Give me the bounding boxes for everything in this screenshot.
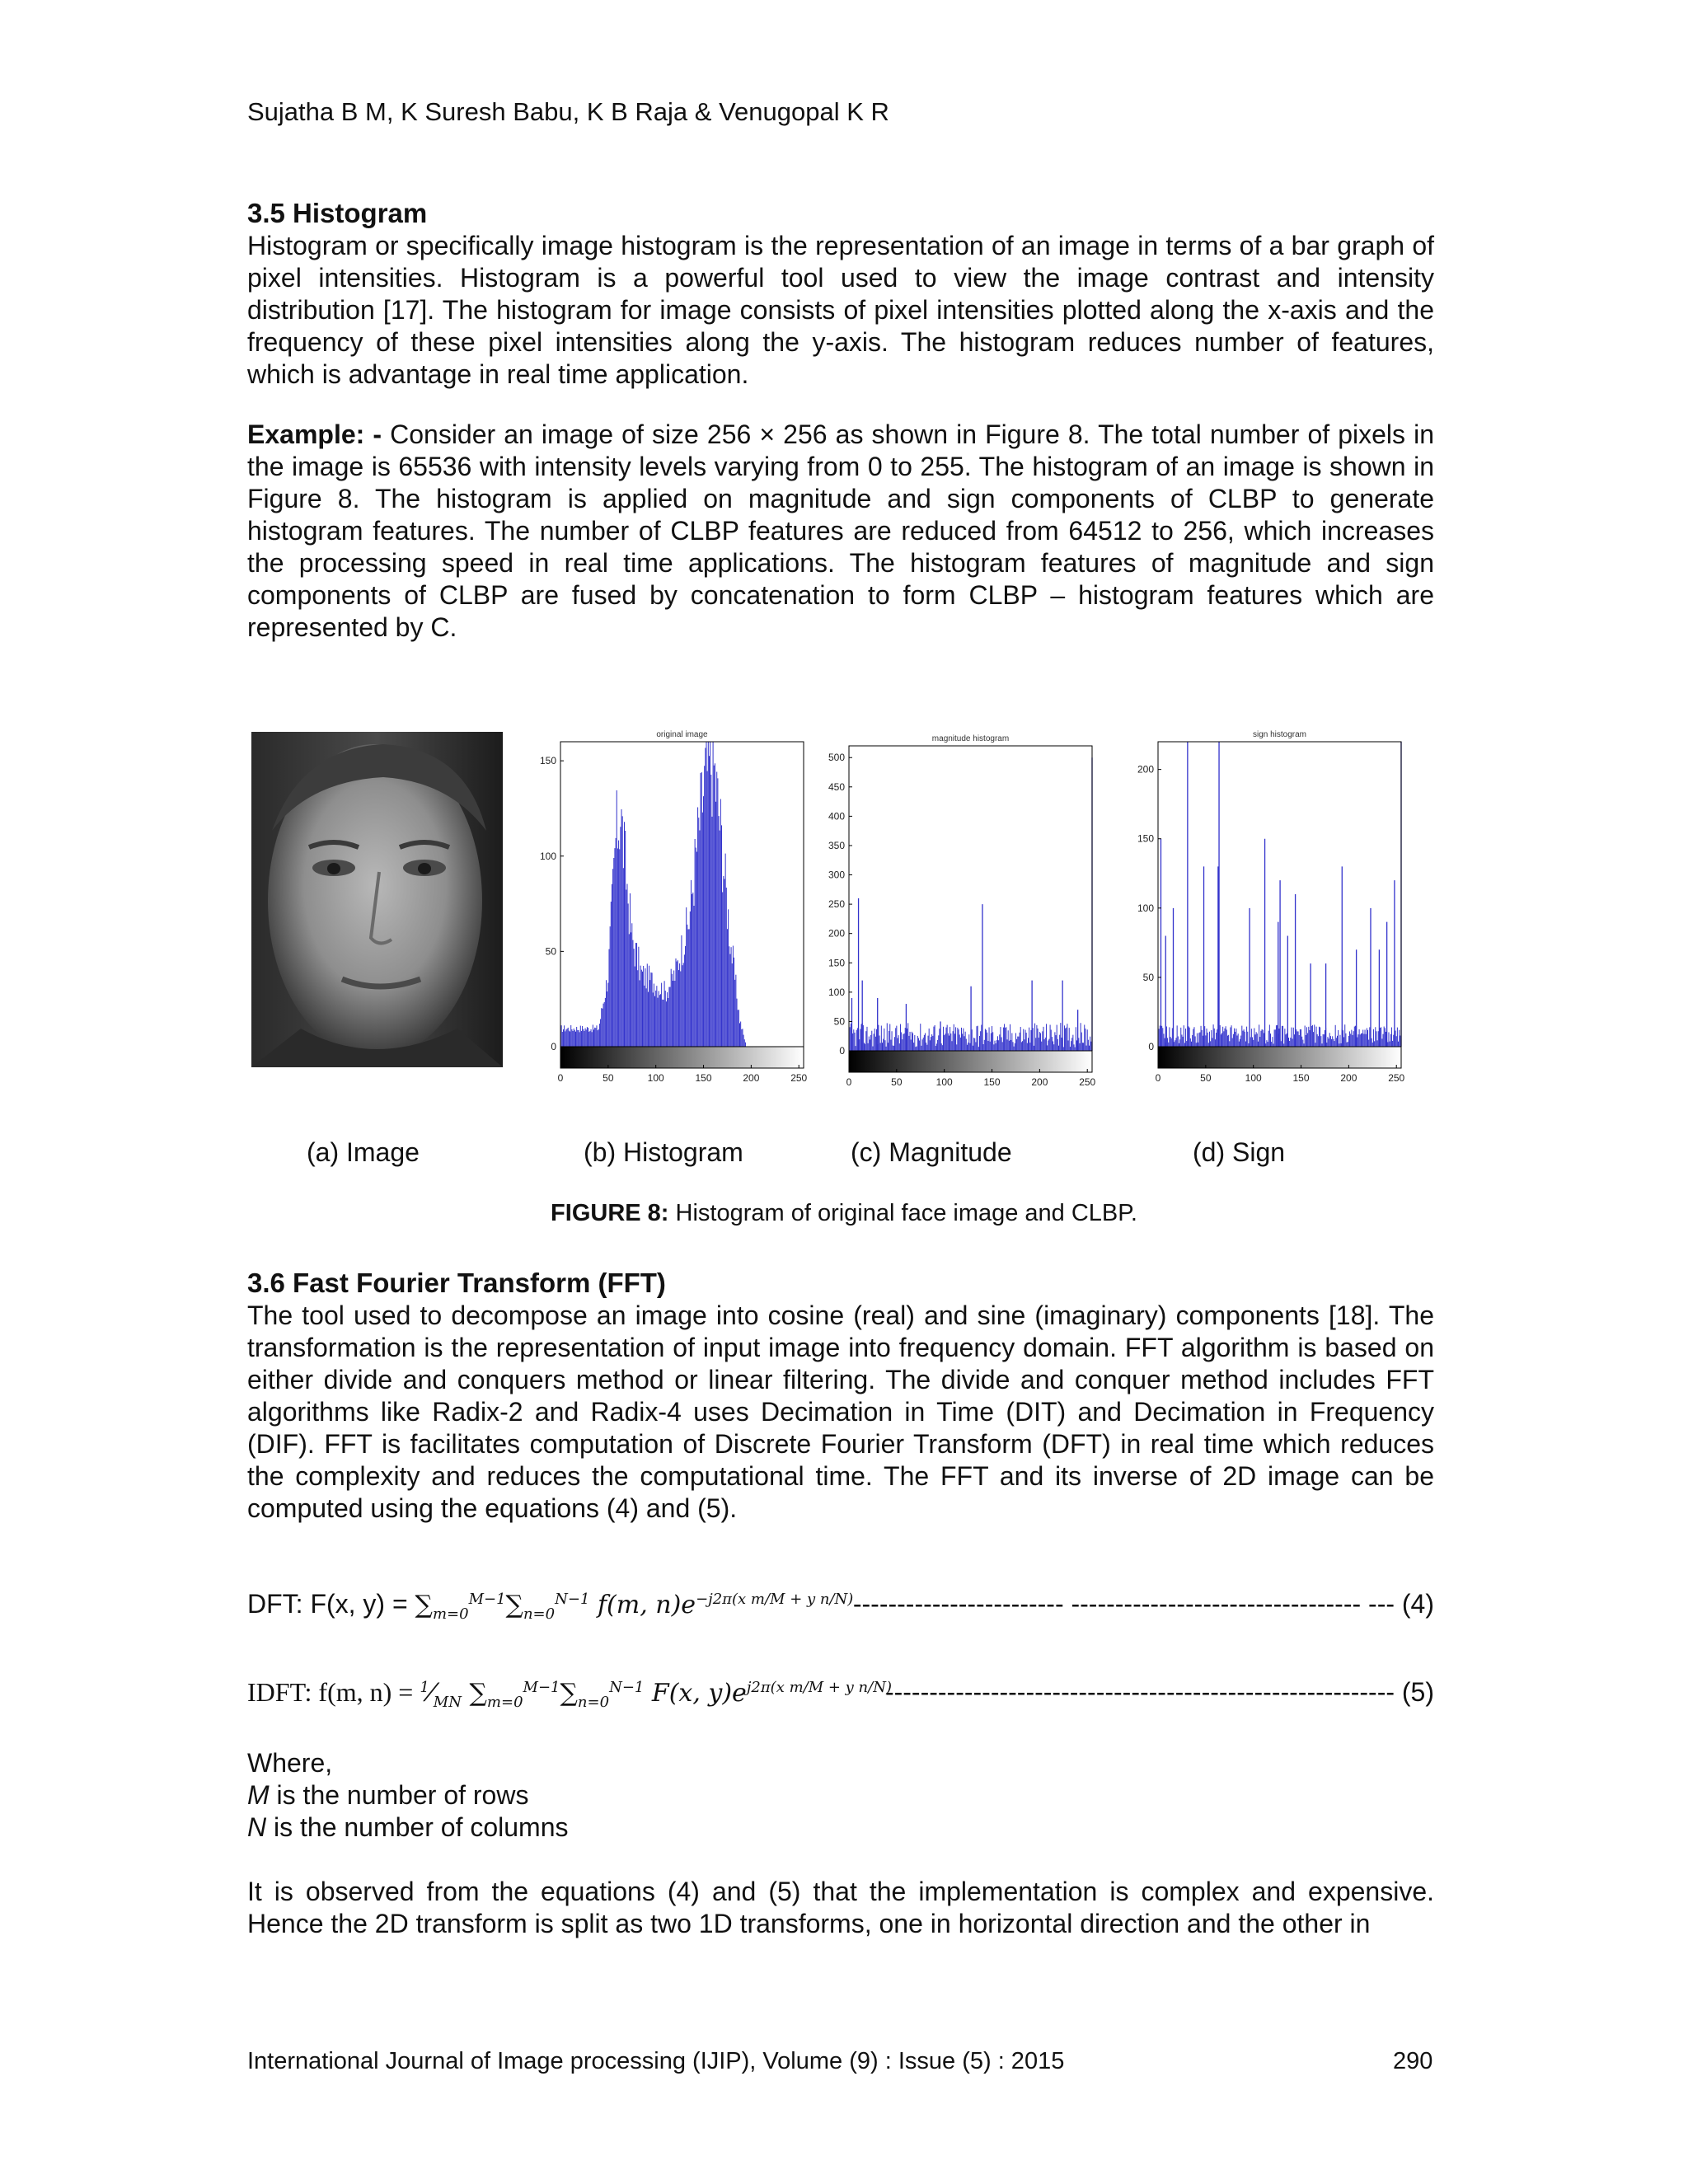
x-tick-label: 250 — [1079, 1076, 1096, 1088]
chart-sign-histogram — [1125, 725, 1409, 1104]
histogram-bars — [849, 757, 1092, 1051]
subcaption-c: (c) Magnitude — [851, 1137, 1012, 1167]
chart-title: sign histogram — [1252, 730, 1307, 739]
chart-title: original image — [656, 730, 708, 739]
y-tick-label: 250 — [828, 898, 845, 911]
x-tick-label: 100 — [647, 1072, 664, 1084]
chart-original-histogram-svg — [528, 725, 812, 1104]
y-tick-label: 50 — [833, 1015, 845, 1028]
example-label: Example: - — [247, 419, 382, 449]
x-tick-label: 50 — [891, 1076, 903, 1088]
footer-journal: International Journal of Image processing (IJIP), Volume (9) : Issue (5) : 2015 — [247, 2048, 1065, 2074]
y-tick-label: 300 — [828, 869, 845, 881]
figure-caption-label: FIGURE 8: — [551, 1200, 669, 1226]
y-tick-label: 100 — [1137, 902, 1154, 914]
y-tick-label: 150 — [539, 755, 556, 767]
equation-4 — [247, 1589, 1434, 1638]
equation-5-leader: ---------------------------------------------------------- (5) — [884, 1677, 1434, 1707]
y-tick-label: 0 — [1148, 1041, 1154, 1052]
face-image — [251, 732, 503, 1067]
section-3-5-paragraph: Histogram or specifically image histogram is the representation of an image in terms of a bar graph of pixel intensities. Histogram is a powerful tool used to view the image contrast and intensity distribution [17]. The histogram for image consists of pixel intensities plotted along the x-axis and the frequency of these pixel intensities along the y-axis. The histogram reduces number of features, which is advantage in real time application. — [247, 231, 1434, 389]
figure-caption-text: Histogram of original face image and CLBP. — [668, 1200, 1137, 1226]
where-n-desc: is the number of columns — [266, 1812, 569, 1842]
where-m-desc: is the number of rows — [269, 1780, 529, 1810]
where-n-var: N — [247, 1812, 267, 1842]
chart-sign-histogram-svg — [1125, 725, 1409, 1104]
chart-original-histogram — [528, 725, 812, 1104]
y-tick-label: 0 — [551, 1041, 556, 1052]
y-tick-label: 100 — [539, 850, 556, 862]
x-tick-label: 200 — [1340, 1072, 1357, 1084]
final-paragraph: It is observed from the equations (4) and (5) that the implementation is complex and expensive. Hence the 2D transform is split as two 1D transforms, one in horizontal direction and the other in — [247, 1877, 1434, 1938]
y-tick-label: 200 — [828, 927, 845, 940]
x-tick-label: 50 — [603, 1072, 614, 1084]
y-tick-label: 100 — [828, 986, 845, 998]
x-tick-label: 0 — [557, 1072, 564, 1084]
example-text: Consider an image of size 256 × 256 as shown in Figure 8. The total number of pixels in the image is 65536 with intensity levels varying from 0 to 255. The histogram of an image is shown in Figure 8. The histogram is applied on magnitude and sign components of CLBP to generate histogram features. The number of CLBP features are reduced from 64512 to 256, which increases the processing speed in real time applications. The histogram features of magnitude and sign components of CLBP are fused by concatenation to form CLBP – histogram features which are represented by C. — [247, 419, 1435, 642]
where-m-var: M — [247, 1780, 270, 1810]
where-block — [247, 1747, 569, 1844]
x-tick-label: 50 — [1200, 1072, 1212, 1084]
y-tick-label: 150 — [1137, 832, 1154, 845]
x-tick-label: 150 — [983, 1076, 1001, 1088]
section-3-6-heading: 3.6 Fast Fourier Transform (FFT) — [247, 1268, 666, 1298]
y-tick-label: 50 — [1142, 971, 1154, 983]
plot-frame — [560, 742, 804, 1047]
chart-title: magnitude histogram — [931, 734, 1010, 743]
x-tick-label: 0 — [846, 1076, 852, 1088]
intensity-colorbar — [1158, 1047, 1401, 1068]
equation-4-label: DFT: F(x, y) = — [247, 1589, 415, 1619]
x-tick-label: 200 — [743, 1072, 760, 1084]
example-paragraph — [247, 419, 1434, 644]
equation-4-formula — [247, 1589, 853, 1623]
y-tick-label: 450 — [828, 780, 845, 793]
y-tick-label: 350 — [828, 839, 845, 851]
y-tick-label: 150 — [828, 957, 845, 969]
intensity-colorbar — [560, 1047, 804, 1068]
x-tick-label: 150 — [1292, 1072, 1310, 1084]
where-m-line — [247, 1779, 569, 1811]
equation-4-leader: ------------------------ --------------------------------- --- (4) — [852, 1589, 1434, 1619]
histogram-bars — [560, 742, 745, 1047]
figure-caption — [0, 1200, 1688, 1227]
y-tick-label: 0 — [839, 1045, 845, 1057]
chart-magnitude-histogram — [816, 729, 1100, 1108]
y-tick-label: 400 — [828, 810, 845, 823]
where-label: Where, — [247, 1748, 333, 1778]
histogram-bars — [1158, 742, 1401, 1047]
x-tick-label: 0 — [1155, 1072, 1161, 1084]
x-tick-label: 150 — [695, 1072, 712, 1084]
y-tick-label: 500 — [828, 752, 845, 764]
x-tick-label: 250 — [790, 1072, 808, 1084]
intensity-colorbar — [849, 1051, 1092, 1072]
equation-4-math: $\sum_{m=0}^{M-1}\sum_{n=0}^{N-1}$ f(m, $n)e^{-j2\pi(x m/M + y n/N)}$ — [415, 1591, 854, 1623]
face-illustration — [251, 732, 503, 1067]
section-3-5-heading: 3.5 Histogram — [247, 198, 428, 228]
where-n-line — [247, 1811, 569, 1844]
subcaption-d: (d) Sign — [1193, 1137, 1286, 1167]
equation-5 — [247, 1677, 1434, 1727]
x-tick-label: 100 — [935, 1076, 953, 1088]
equation-5-formula — [247, 1677, 892, 1711]
subcaption-b: (b) Histogram — [584, 1137, 743, 1167]
section-3-6-paragraph: The tool used to decompose an image into cosine (real) and sine (imaginary) components [18]. The transformation is the representation of input image into frequency domain. FFT algorithm is based on either divide and conquers method or linear filtering. The divide and conquer method includes FFT algorithms like Radix-2 and Radix-4 uses Decimation in Time (DIT) and Decimation in Frequency (DIF). FFT is facilitates computation of Discrete Fourier Transform (DFT) in real time which reduces the complexity and reduces the computational time. The FFT and its inverse of 2D image can be computed using the equations (4) and (5). — [247, 1301, 1434, 1523]
chart-magnitude-histogram-svg — [816, 729, 1100, 1108]
y-tick-label: 200 — [1137, 763, 1154, 776]
subcaption-a: (a) Image — [307, 1137, 420, 1167]
x-tick-label: 100 — [1245, 1072, 1262, 1084]
equation-5-label: IDFT: f(m, n) = — [247, 1677, 420, 1707]
x-tick-label: 200 — [1031, 1076, 1048, 1088]
equation-5-math: $^1⁄_{MN}$ $\sum_{m=0}^{M-1}\sum_{n=0}^{N-1}$ F(x, $y)e^{j2\pi(x m/M + y n/N)}$ — [420, 1679, 892, 1711]
x-tick-label: 250 — [1388, 1072, 1405, 1084]
running-header: Sujatha B M, K Suresh Babu, K B Raja & Venugopal K R — [247, 97, 889, 126]
y-tick-label: 50 — [545, 945, 556, 958]
footer-page-number: 290 — [1393, 2048, 1433, 2074]
